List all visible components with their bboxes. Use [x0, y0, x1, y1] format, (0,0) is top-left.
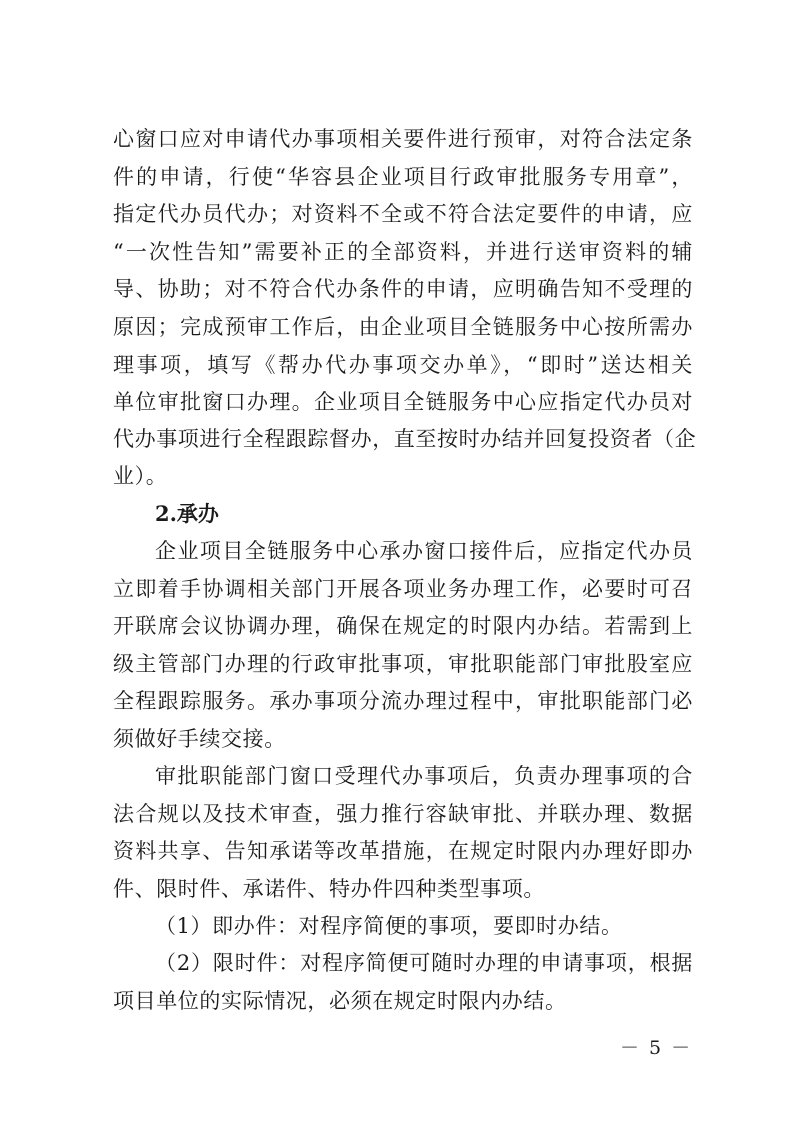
text-line: 立即着手协调相关部门开展各项业务办理工作，必要时可召: [113, 577, 693, 601]
text-line: 导、协助；对不符合代办条件的申请，应明确告知不受理的: [113, 277, 693, 301]
text-line: 级主管部门办理的行政审批事项，审批职能部门审批股室应: [113, 652, 693, 676]
page-number: － 5 －: [620, 1037, 693, 1059]
text-line: 开联席会议协调办理，确保在规定的时限内办结。若需到上: [113, 614, 693, 638]
text-line: 单位审批窗口办理。企业项目全链服务中心应指定代办员对: [113, 390, 693, 414]
text-line: 代办事项进行全程跟踪督办，直至按时办结并回复投资者（企: [113, 427, 697, 451]
text-line: 理事项，填写《帮办代办事项交办单》，“即时”送达相关: [113, 353, 693, 377]
text-line: 法合规以及技术审查，强力推行容缺审批、并联办理、数据: [113, 802, 693, 826]
text-line: 指定代办员代办；对资料不全或不符合法定要件的申请，应: [113, 202, 693, 226]
section-heading: 2.承办: [155, 501, 219, 526]
text-line: 件、限时件、承诺件、特办件四种类型事项。: [113, 877, 545, 901]
text-line: 资料共享、告知承诺等改革措施，在规定时限内办理好即办: [113, 839, 693, 863]
text-line: 全程跟踪服务。承办事项分流办理过程中，审批职能部门必: [113, 689, 693, 713]
text-line: 件的申请，行使“华容县企业项目行政审批服务专用章”，: [113, 165, 693, 189]
text-line: 审批职能部门窗口受理代办事项后，负责办理事项的合: [155, 764, 693, 788]
text-line: 企业项目全链服务中心承办窗口接件后，应指定代办员: [155, 539, 693, 563]
text-line: （2）限时件：对程序简便可随时办理的申请事项，根据: [155, 951, 693, 975]
text-line: 项目单位的实际情况，必须在规定时限内办结。: [113, 989, 567, 1013]
text-line: 心窗口应对申请代办事项相关要件进行预审，对符合法定条: [113, 127, 693, 151]
text-line: “一次性告知”需要补正的全部资料，并进行送审资料的辅: [113, 240, 693, 264]
text-line: 原因；完成预审工作后，由企业项目全链服务中心按所需办: [113, 315, 693, 339]
text-line: 须做好手续交接。: [113, 727, 286, 751]
text-line: （1）即办件：对程序简便的事项，要即时办结。: [155, 914, 623, 938]
text-line: 业）。: [113, 464, 168, 488]
